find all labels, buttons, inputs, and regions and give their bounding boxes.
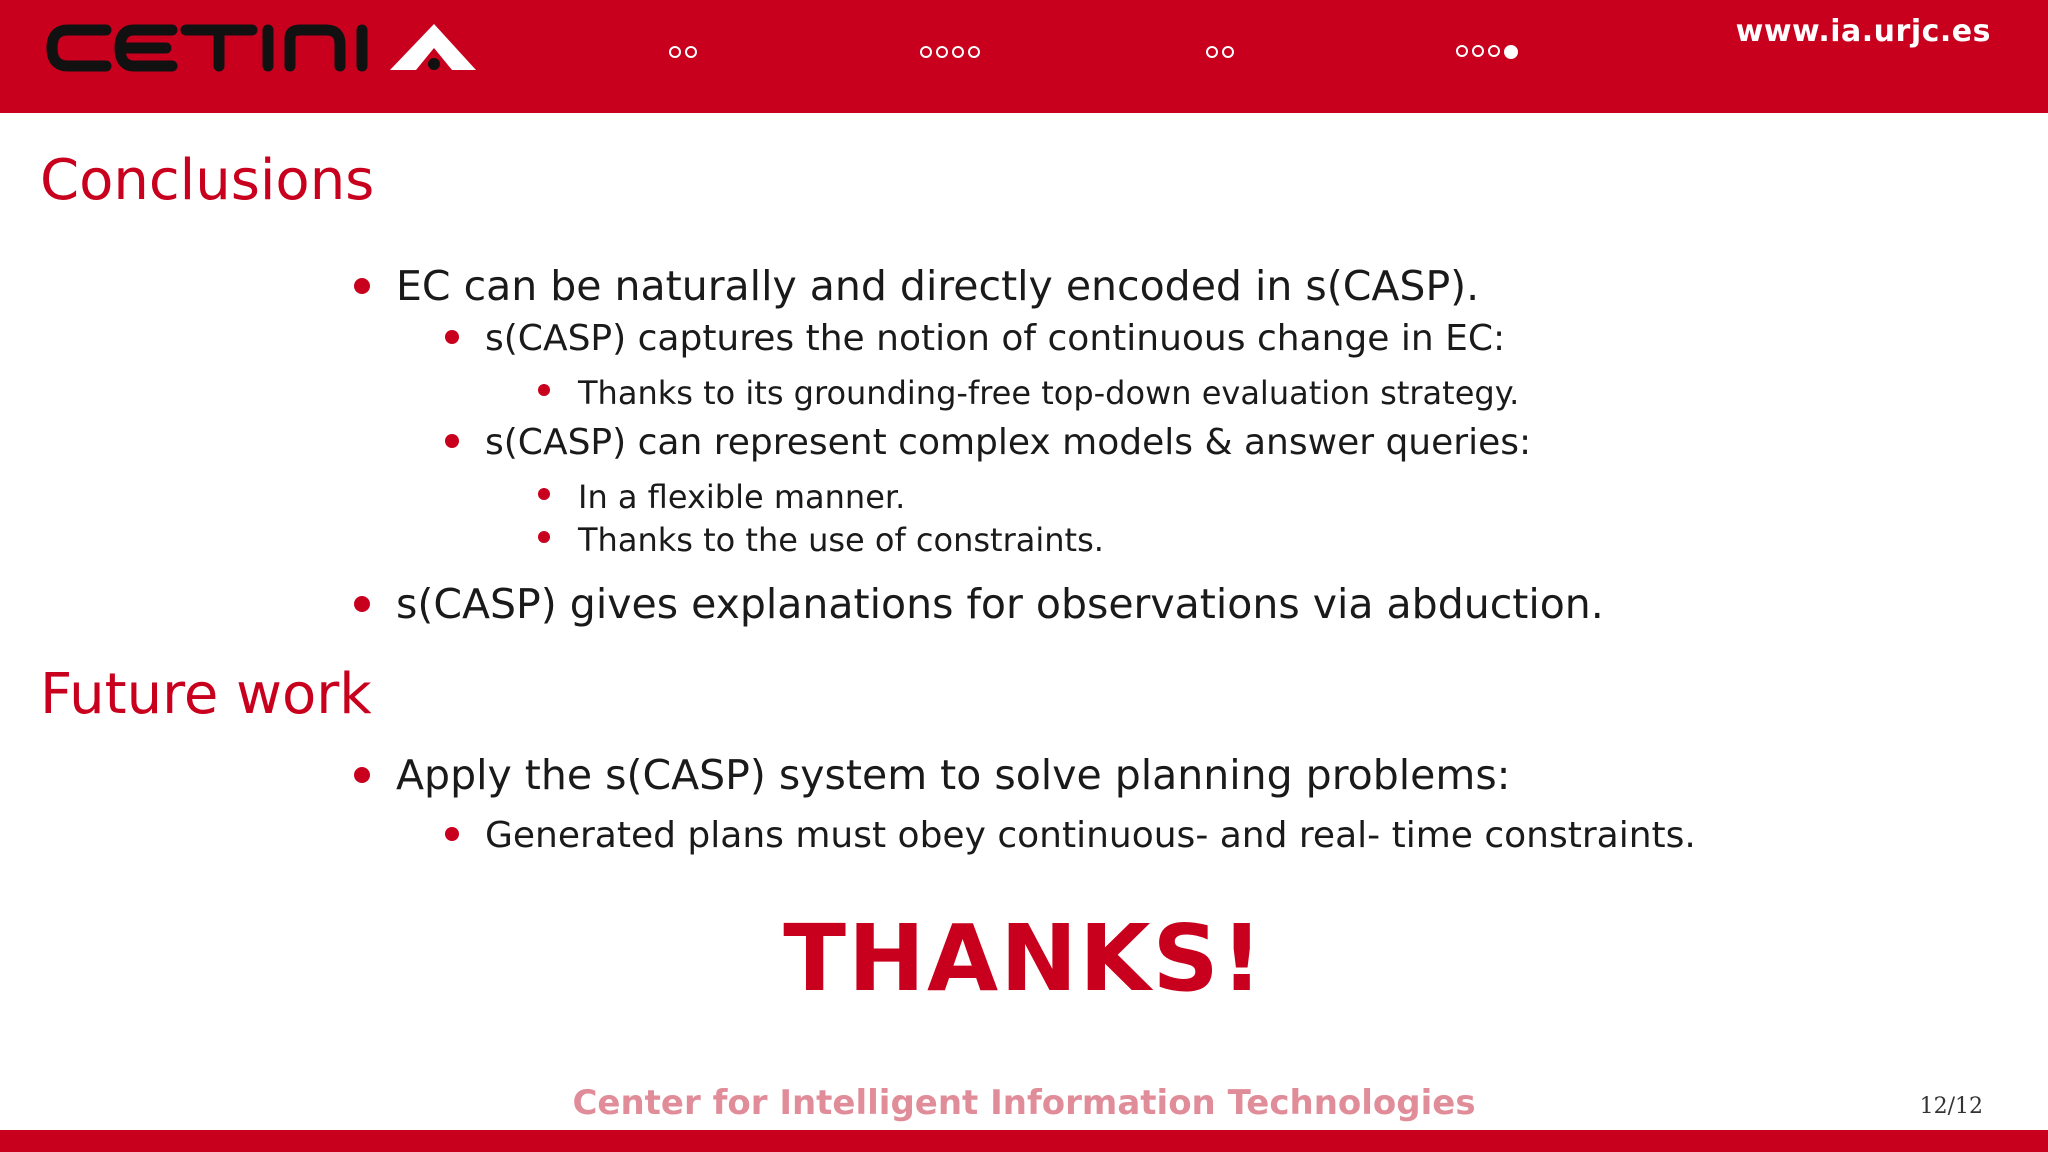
bullet-icon (445, 330, 459, 344)
header-bar (0, 0, 2048, 113)
list-item (538, 521, 1104, 559)
conclusions-title: Conclusions (40, 148, 375, 213)
nav-section-1[interactable] (669, 46, 697, 64)
list-item-text: EC can be naturally and directly encoded in s(CASP). (396, 262, 1480, 310)
nav-dot[interactable] (685, 46, 697, 58)
bullet-icon (538, 531, 550, 543)
bullet-icon (445, 434, 459, 448)
nav-dot[interactable] (936, 46, 948, 58)
nav-section-2[interactable] (920, 46, 980, 64)
list-item (445, 318, 1505, 359)
future-work-title: Future work (40, 662, 372, 727)
nav-section-4[interactable] (1456, 45, 1518, 63)
bullet-icon (538, 488, 550, 500)
bullet-icon (354, 596, 370, 612)
page-number: 12/12 (1919, 1094, 1983, 1119)
list-item (354, 580, 1604, 628)
nav-dot[interactable] (1206, 46, 1218, 58)
list-item (354, 262, 1479, 310)
bullet-icon (538, 384, 550, 396)
list-item-text: s(CASP) gives explanations for observations via abduction. (396, 580, 1604, 628)
footer-center-text: Center for Intelligent Information Technologies (572, 1083, 1476, 1123)
list-item (354, 751, 1511, 799)
nav-section-3[interactable] (1206, 46, 1234, 64)
cetinia-logo (44, 18, 544, 78)
footer-bar (0, 1130, 2048, 1152)
list-item-text: s(CASP) captures the notion of continuous change in EC: (485, 318, 1506, 359)
nav-dot[interactable] (1456, 45, 1468, 57)
list-item-text: s(CASP) can represent complex models & answer queries: (485, 422, 1532, 463)
list-item-text: Generated plans must obey continuous- and real- time constraints. (485, 815, 1696, 856)
list-item (538, 478, 905, 516)
bullet-icon (354, 767, 370, 783)
bullet-icon (445, 827, 459, 841)
nav-dot[interactable] (1472, 45, 1484, 57)
thanks-heading: THANKS! (783, 905, 1265, 1012)
bullet-icon (354, 278, 370, 294)
list-item (445, 422, 1531, 463)
nav-dot[interactable] (669, 46, 681, 58)
list-item (538, 374, 1519, 412)
nav-dot-current[interactable] (1504, 45, 1518, 59)
list-item-text: In a flexible manner. (578, 478, 906, 516)
nav-dot[interactable] (968, 46, 980, 58)
nav-dot[interactable] (952, 46, 964, 58)
list-item-text: Thanks to its grounding-free top-down evaluation strategy. (578, 374, 1520, 412)
nav-dot[interactable] (1222, 46, 1234, 58)
site-url[interactable]: www.ia.urjc.es (1735, 14, 1991, 49)
nav-dot[interactable] (1488, 45, 1500, 57)
list-item (445, 815, 1696, 856)
nav-dot[interactable] (920, 46, 932, 58)
list-item-text: Thanks to the use of constraints. (578, 521, 1104, 559)
list-item-text: Apply the s(CASP) system to solve planning problems: (396, 751, 1511, 799)
